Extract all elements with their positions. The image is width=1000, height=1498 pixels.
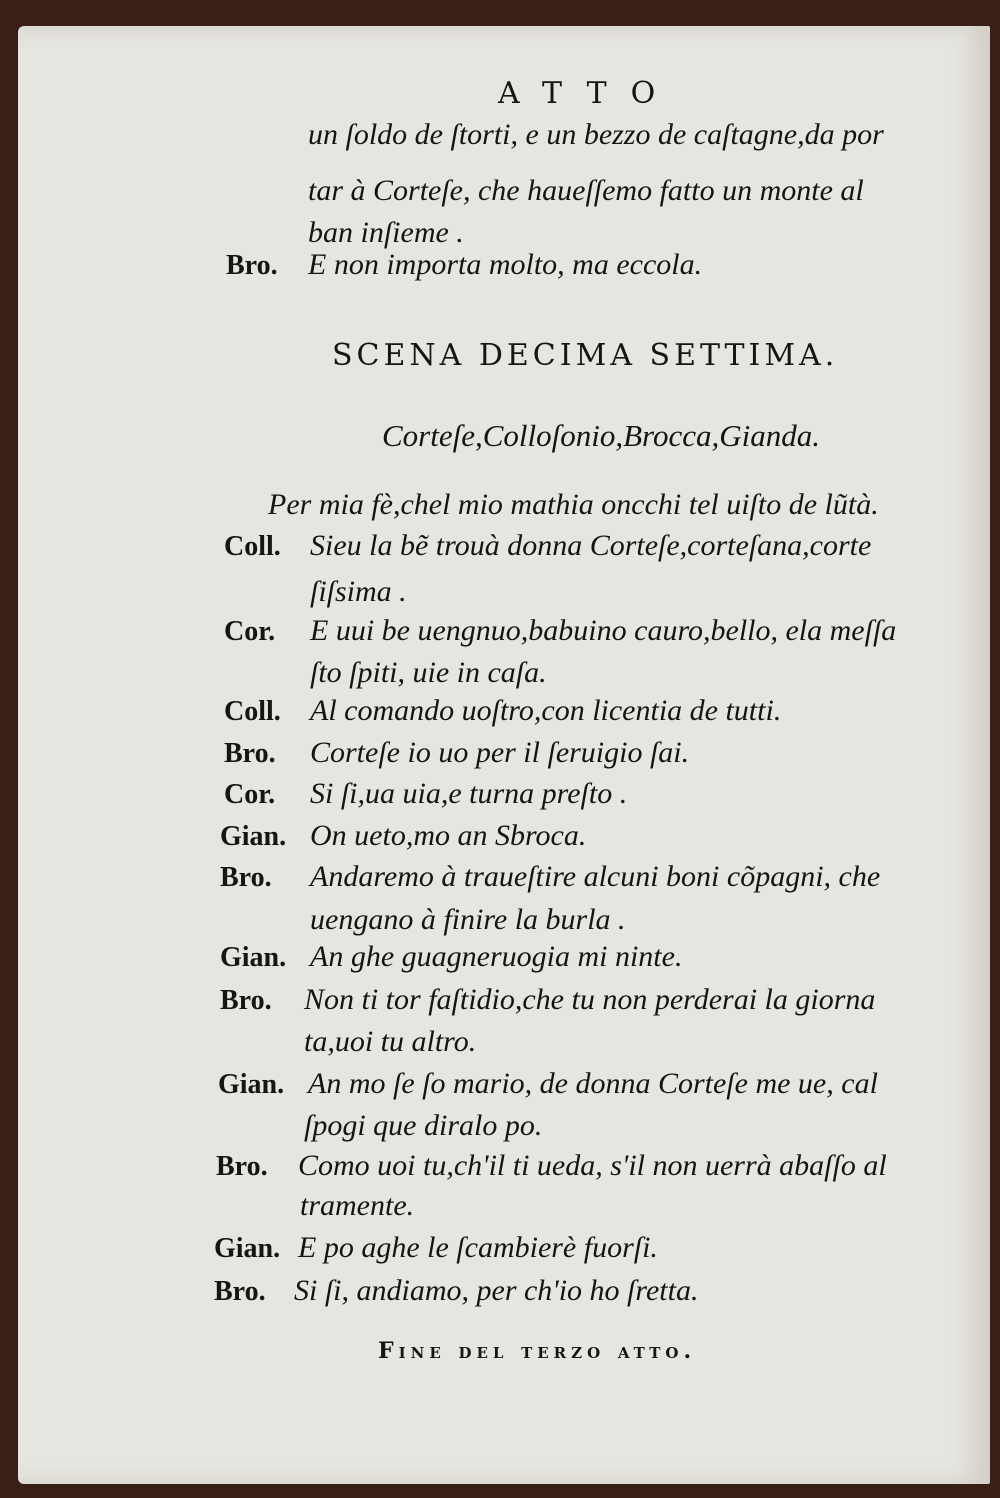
speaker-label: Coll.	[224, 531, 281, 562]
speech-line: ta,uoi tu altro.	[304, 1025, 477, 1058]
scene-characters: Corteſe,Colloſonio,Brocca,Gianda.	[382, 418, 820, 453]
speech-line: E po aghe le ſcambierè fuorſi.	[298, 1231, 658, 1264]
speaker-label: Bro.	[220, 985, 272, 1016]
speaker-label: Bro.	[214, 1276, 266, 1307]
speaker-label: Bro.	[220, 862, 272, 893]
running-header: ATTO	[498, 76, 680, 111]
speech-line: E uui be uengnuo,babuino cauro,bello, ela meſſa	[310, 614, 897, 647]
speech-line: On ueto,mo an Sbroca.	[310, 819, 587, 852]
speech-line: ſto ſpiti, uie in caſa.	[310, 656, 547, 689]
speaker-label: Cor.	[224, 779, 276, 810]
speaker-label: Bro.	[226, 250, 278, 281]
speech-line: Si ſi,ua uia,e turna preſto .	[310, 777, 628, 810]
act-end-line: Fine del terzo atto.	[378, 1338, 697, 1364]
speech-line: ſiſsima .	[310, 575, 407, 608]
prelude-line-2: tar à Corteſe, che haueſſemo fatto un monte al	[308, 174, 864, 207]
speaker-label: Gian.	[214, 1233, 281, 1264]
speaker-label: Gian.	[220, 821, 287, 852]
speech-line: Non ti tor faſtidio,che tu non perderai la giorna	[304, 983, 876, 1016]
speech-line: An ghe guagneruogia mi ninte.	[310, 940, 683, 973]
speech-line: An mo ſe ſo mario, de donna Corteſe me ue, cal	[308, 1067, 878, 1100]
prelude-line-1: un ſoldo de ſtorti, e un bezzo de caſtagne,da por	[308, 118, 884, 151]
speech-line: tramente.	[300, 1189, 415, 1222]
speaker-label: Bro.	[224, 738, 276, 769]
prelude-line-3: ban inſieme .	[308, 216, 464, 249]
speech-line: Sieu la bẽ trouà donna Corteſe,corteſana,corte	[310, 529, 872, 562]
speech-line: Al comando uoſtro,con licentia de tutti.	[310, 694, 782, 727]
speaker-label: Cor.	[224, 616, 276, 647]
speaker-label: Gian.	[220, 942, 287, 973]
speech-line: Per mia fè,chel mio mathia oncchi tel uiſto de lũtà.	[268, 488, 879, 521]
speech-line: Corteſe io uo per il ſeruigio ſai.	[310, 736, 690, 769]
speaker-label: Coll.	[224, 696, 281, 727]
scene-title: SCENA DECIMA SETTIMA.	[332, 338, 839, 373]
speech-line: ſpogi que diralo po.	[304, 1109, 543, 1142]
speech-line: Andaremo à traueſtire alcuni boni cõpagni, che	[310, 860, 881, 893]
speaker-label: Bro.	[216, 1151, 268, 1182]
speech-line: Si ſi, andiamo, per ch'io ho ſretta.	[294, 1274, 699, 1307]
book-page	[18, 26, 990, 1484]
speaker-label: Gian.	[218, 1069, 285, 1100]
show-through-bleed	[898, 176, 978, 504]
speech-line: uengano à finire la burla .	[310, 903, 626, 936]
speech-line: E non importa molto, ma eccola.	[308, 248, 703, 281]
speech-line: Como uoi tu,ch'il ti ueda, s'il non uerrà abaſſo al	[298, 1149, 887, 1182]
